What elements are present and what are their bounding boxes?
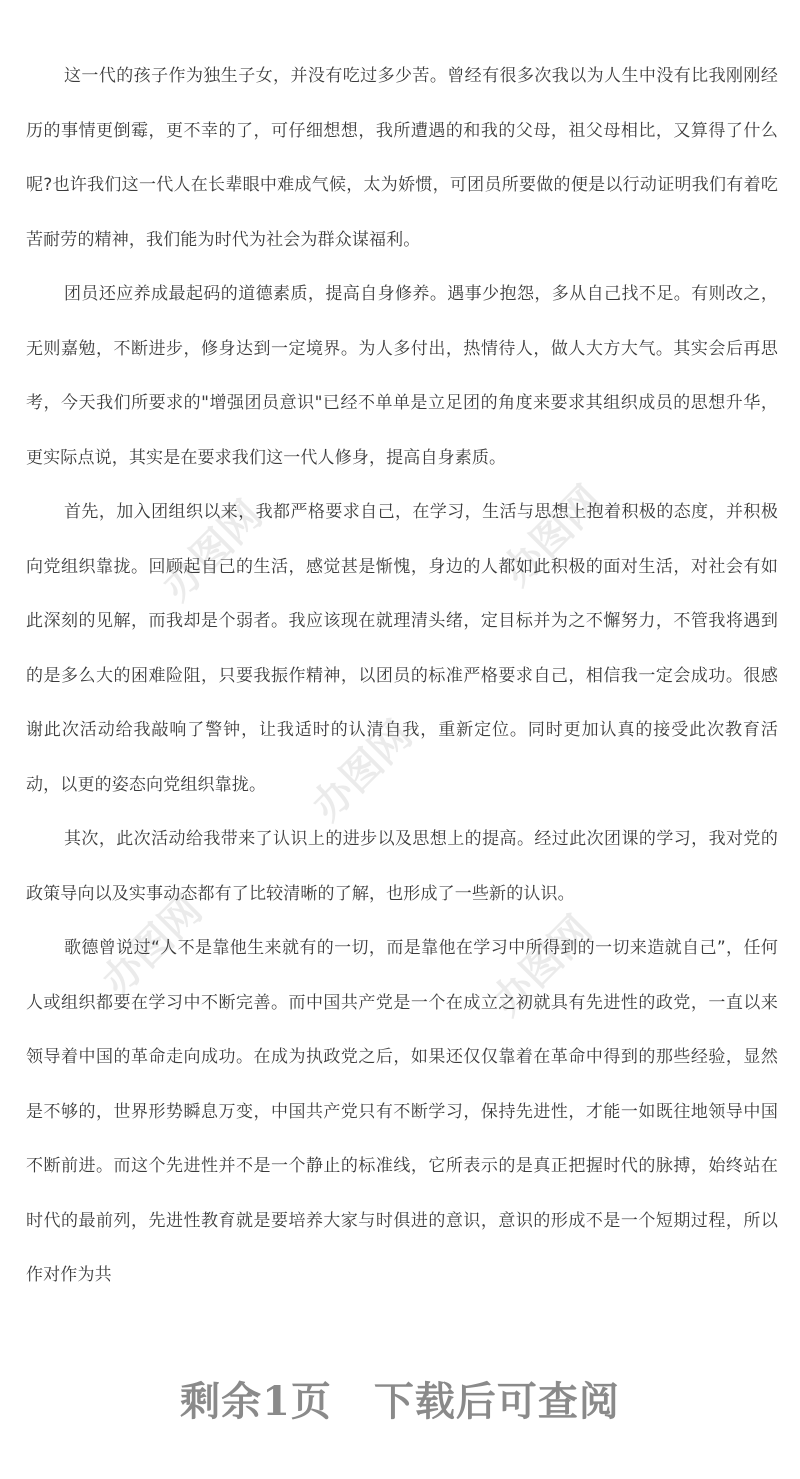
download-to-view-label: 下载后可查阅 (373, 1378, 620, 1425)
paragraph: 其次，此次活动给我带来了认识上的进步以及思想上的提高。经过此次团课的学习，我对党的政策导向以及实事动态都有了比较清晰的了解，也形成了一些新的认识。 (26, 829, 778, 904)
download-prompt[interactable] (0, 1370, 800, 1427)
watermark: 办图网 (303, 712, 422, 830)
remaining-pages-label: 剩余1页 (180, 1378, 332, 1425)
document-body (26, 49, 778, 1303)
watermark: 办图网 (493, 477, 612, 595)
watermark: 办图网 (153, 492, 272, 610)
paragraph: 首先，加入团组织以来，我都严格要求自己，在学习，生活与思想上抱着积极的态度，并积极向党组织靠拢。回顾起自己的生活，感觉甚是惭愧，身边的人都如此积极的面对生活，对社会有如此深刻的见解，而我却是个弱者。我应该现在就理清头绪，定目标并为之不懈努力，不管我将遇到的是多么大的困难险阻，只要我振作精神，以团员的标准严格要求自己，相信我一定会成功。很感谢此次活动给我敲响了警钟，让我适时的认清自我，重新定位。同时更加认真的接受此次教育活动，以更的姿态向党组织靠拢。 (26, 502, 778, 795)
watermark: 办图网 (483, 907, 602, 1025)
paragraph: 歌德曾说过“人不是靠他生来就有的一切，而是靠他在学习中所得到的一切来造就自己”，任何人或组织都要在学习中不断完善。而中国共产党是一个在成立之初就具有先进性的政党，一直以来领导着中国的革命走向成功。在成为执政党之后，如果还仅仅靠着在革命中得到的那些经验，显然是不够的，世界形势瞬息万变，中国共产党只有不断学习，保持先进性，才能一如既往地领导中国不断前进。而这个先进性并不是一个静止的标准线，它所表示的是真正把握时代的脉搏，始终站在时代的最前列，先进性教育就是要培养大家与时俱进的意识，意识的形成不是一个短期过程，所以作对作为共 (26, 938, 778, 1285)
paragraph: 这一代的孩子作为独生子女，并没有吃过多少苦。曾经有很多次我以为人生中没有比我刚刚经历的事情更倒霉，更不幸的了，可仔细想想，我所遭遇的和我的父母，祖父母相比，又算得了什么呢?也许我们这一代人在长辈眼中难成气候，太为娇惯，可团员所要做的便是以行动证明我们有着吃苦耐劳的精神，我们能为时代为社会为群众谋福利。 (26, 66, 778, 250)
paragraph: 团员还应养成最起码的道德素质，提高自身修养。遇事少抱怨，多从自己找不足。有则改之，无则嘉勉，不断进步，修身达到一定境界。为人多付出，热情待人，做人大方大气。其实会后再思考，今天我们所要求的"增强团员意识"已经不单单是立足团的角度来要求其组织成员的思想升华，更实际点说，其实是在要求我们这一代人修身，提高自身素质。 (26, 284, 778, 468)
watermark: 办图网 (93, 887, 212, 1005)
